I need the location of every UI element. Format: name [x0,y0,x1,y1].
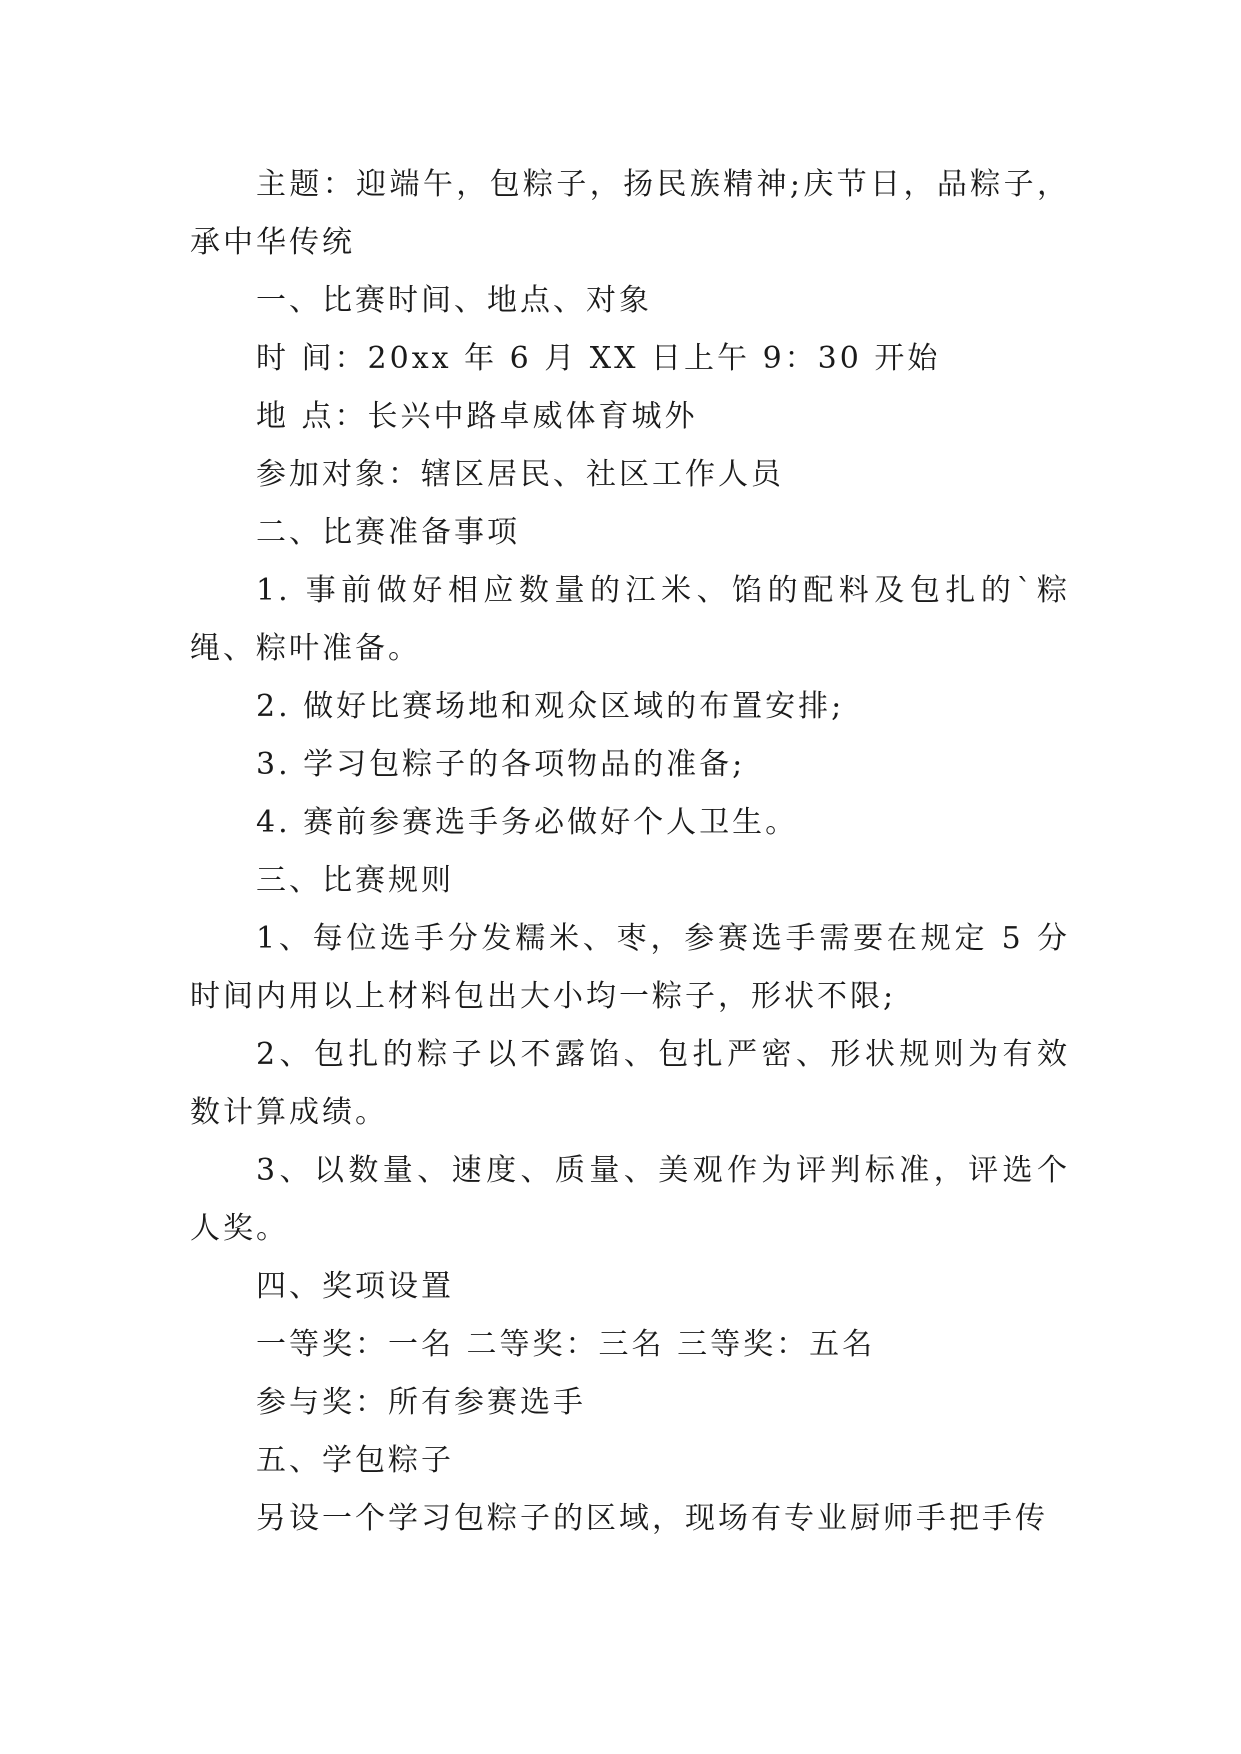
prep-item-2: 2. 做好比赛场地和观众区域的布置安排; [256,689,845,724]
prep-item-4: 4. 赛前参赛选手务必做好个人卫生。 [256,805,799,840]
location-line: 地 点：长兴中路卓威体育城外 [256,399,698,434]
section-heading-1: 一、比赛时间、地点、对象 [256,283,652,318]
prep-item-3: 3. 学习包粽子的各项物品的准备; [256,747,746,782]
time-line: 时 间：20xx 年 6 月 XX 日上午 9：30 开始 [256,341,941,376]
awards-line: 一等奖：一名 二等奖：三名 三等奖：五名 [256,1327,876,1362]
rule-item-1: 1、每位选手分发糯米、枣，参赛选手需要在规定 5 分时间内用以上材料包出大小均一粽子，形状不限; [190,921,1070,1014]
document-body [190,156,1070,1548]
participants-line: 参加对象：辖区居民、社区工作人员 [256,457,784,492]
rule-item-2: 2、包扎的粽子以不露馅、包扎严密、形状规则为有效数计算成绩。 [190,1037,1070,1130]
theme-paragraph: 主题：迎端午，包粽子，扬民族精神;庆节日，品粽子，承中华传统 [190,167,1070,260]
participation-award-line: 参与奖：所有参赛选手 [256,1385,586,1420]
rule-item-3: 3、以数量、速度、质量、美观作为评判标准，评选个人奖。 [190,1153,1070,1246]
learning-area-paragraph: 另设一个学习包粽子的区域，现场有专业厨师手把手传 [256,1501,1048,1536]
prep-item-1: 1. 事前做好相应数量的江米、馅的配料及包扎的`粽绳、粽叶准备。 [190,573,1070,666]
section-heading-3: 三、比赛规则 [256,863,454,898]
section-heading-4: 四、奖项设置 [256,1269,454,1304]
section-heading-5: 五、学包粽子 [256,1443,454,1478]
section-heading-2: 二、比赛准备事项 [256,515,520,550]
